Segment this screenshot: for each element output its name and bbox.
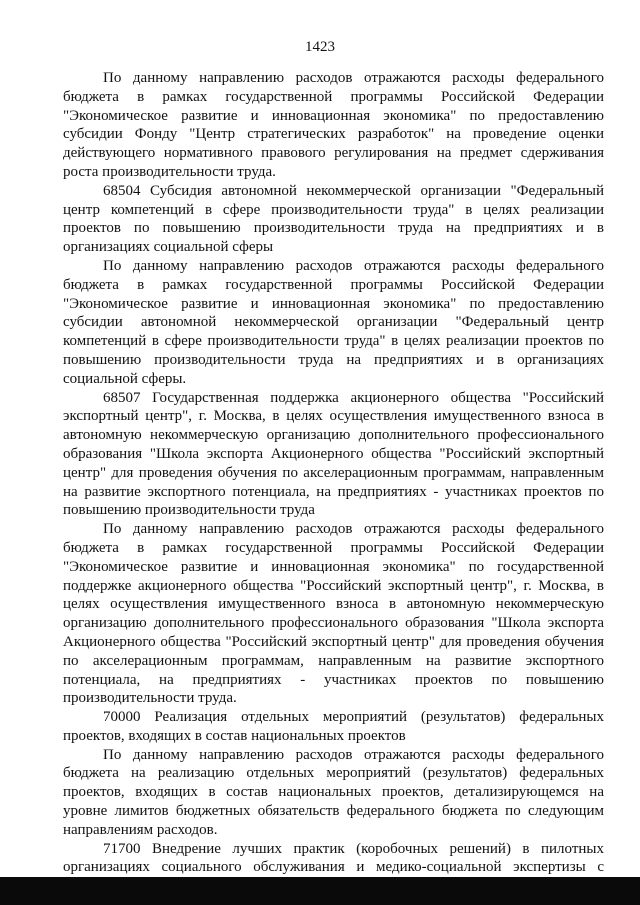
paragraph-description-70000: По данному направлению расходов отражаются расходы федерального бюджета на реализацию отдельных мероприятий (результатов) федеральных проектов, входящих в состав национальных проектов, детализирующемся на уровне лимитов бюджетных обязательств федерального бюджета по следующим направлениям расходов.: [63, 746, 604, 838]
paragraph-code-68507: 68507 Государственная поддержка акционерного общества "Российский экспортный центр", г. Москва, в целях осуществления имущественного взноса в автономную некоммерческую организацию дополнительного профессионального образования "Школа экспорта Акционерного общества "Российский экспортный центр" для проведения обучения по акселерационным программам, направленным на развитие экспортного потенциала, на предприятиях - участниках проектов по повышению производительности труда: [63, 389, 604, 519]
paragraph-description-68507: По данному направлению расходов отражаются расходы федерального бюджета в рамках государственной программы Российской Федерации "Экономическое развитие и инновационная экономика" по государственной поддержке акционерного общества "Российский экспортный центр", г. Москва, в целях осуществления имущественного взноса в автономную некоммерческую организацию дополнительного профессионального образования "Школа экспорта Акционерного общества "Российский экспортный центр" для проведения обучения по акселерационным программам, направленным на развитие экспортного потенциала, на предприятиях - участниках проектов по повышению производительности труда.: [63, 521, 604, 707]
document-body: [63, 69, 604, 896]
page-number: 1423: [305, 39, 335, 55]
scan-bottom-border: [0, 877, 640, 905]
paragraph-description-strategic-research: По данному направлению расходов отражаются расходы федерального бюджета в рамках государственной программы Российской Федерации "Экономическое развитие и инновационная экономика" по предоставлению субсидии Фонду "Центр стратегических разработок" на проведение оценки действующего нормативного правового регулирования на предмет сдерживания роста производительности труда.: [63, 70, 604, 180]
paragraph-code-68504: 68504 Субсидия автономной некоммерческой организации "Федеральный центр компетенций в сфере производительности труда" в целях реализации проектов по повышению производительности труда на предприятиях и в организациях социальной сферы: [63, 182, 604, 256]
paragraph-description-68504: По данному направлению расходов отражаются расходы федерального бюджета в рамках государственной программы Российской Федерации "Экономическое развитие и инновационная экономика" по предоставлению субсидии автономной некоммерческой организации "Федеральный центр компетенций в сфере производительности труда" в целях реализации проектов по повышению производительности труда на предприятиях и в организациях социальной сферы.: [63, 257, 604, 387]
paragraph-code-71700: 71700 Внедрение лучших практик (коробочных решений) в пилотных организациях социального обслуживания и медико-социальной экспертизы с: [63, 840, 604, 876]
paragraph-code-70000: 70000 Реализация отдельных мероприятий (результатов) федеральных проектов, входящих в состав национальных проектов: [63, 709, 604, 744]
